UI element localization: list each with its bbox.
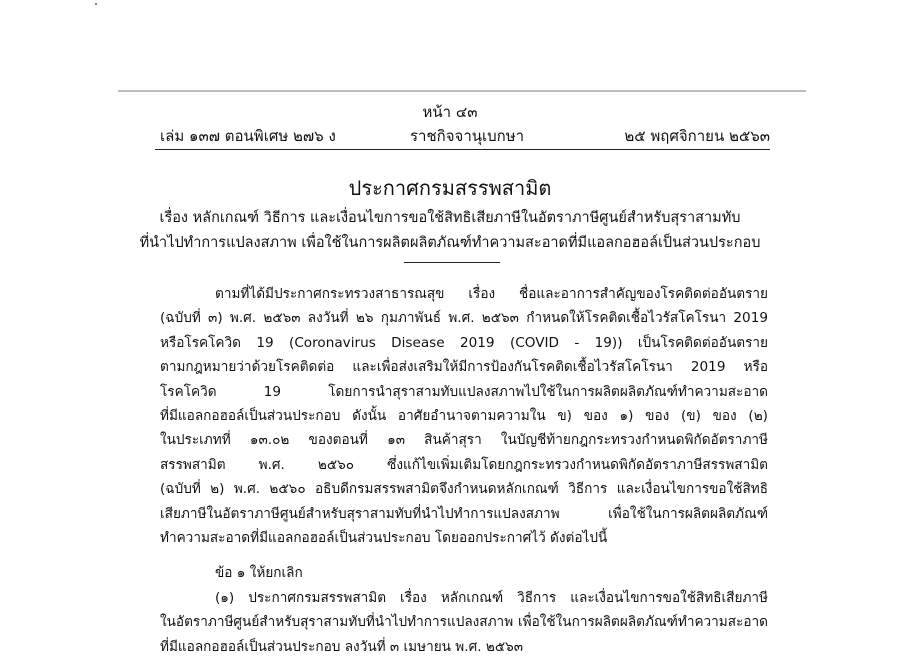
subject-line: เรื่อง หลักเกณฑ์ วิธีการ และเงื่อนไขการขอใช้สิทธิเสียภาษีในอัตราภาษีศูนย์สำหรับสุราสามทับ <box>159 210 741 226</box>
preamble-line: เสียภาษีในอัตราภาษีศูนย์สำหรับสุราสามทับที่นำไปทำการแปลงสภาพ เพื่อใช้ในการผลิตผลิตภัณฑ์ <box>160 505 768 522</box>
clause-1-item <box>160 586 768 659</box>
clause-line: (๑) ประกาศกรมสรรพสามิต เรื่อง หลักเกณฑ์ วิธีการ และเงื่อนไขการขอใช้สิทธิเสียภาษี <box>215 590 768 606</box>
subject-line: ที่นำไปทำการแปลงสภาพ เพื่อใช้ในการผลิตผลิตภัณฑ์ทำความสะอาดที่มีแอลกอฮอล์เป็นส่วนประกอบ <box>139 235 761 251</box>
title-separator <box>404 262 500 263</box>
preamble-line: สรรพสามิต พ.ศ. ๒๕๖๐ ซึ่งแก้ไขเพิ่มเติมโดยกฎกระทรวงกำหนดพิกัดอัตราภาษีสรรพสามิต <box>160 456 768 473</box>
preamble-line: ตามที่ได้มีประกาศกระทรวงสาธารณสุข เรื่อง ชื่อและอาการสำคัญของโรคติดต่ออันตราย <box>215 286 768 302</box>
preamble-line: ในประเภทที่ ๑๓.๐๒ ของตอนที่ ๑๓ สินค้าสุรา ในบัญชีท้ายกฎกระทรวงกำหนดพิกัดอัตราภาษี <box>160 432 768 449</box>
gazette-header <box>160 124 770 146</box>
preamble-line: หรือโรคโควิด 19 (Coronavirus Disease 2019 (COVID - 19)) เป็นโรคติดต่ออันตราย <box>160 334 768 351</box>
document-title: ประกาศกรมสรรพสามิต <box>348 176 552 200</box>
preamble-line: โรคโควิด 19 โดยการนำสุราสามทับแปลงสภาพไปใช้ในการผลิตผลิตภัณฑ์ทำความสะอาด <box>160 383 768 400</box>
page-number: หน้า ๔๓ <box>422 103 478 121</box>
preamble-line: (ฉบับที่ ๓) พ.ศ. ๒๕๖๓ ลงวันที่ ๒๖ กุมภาพันธ์ พ.ศ. ๒๕๖๓ กำหนดให้โรคติดเชื้อไวรัสโคโรนา 2019 <box>160 310 768 327</box>
document-subject <box>0 206 900 256</box>
preamble-line: ที่มีแอลกอฮอล์เป็นส่วนประกอบ ดังนั้น อาศัยอำนาจตามความใน ข) ของ ๑) ของ (ข) ของ (๒) <box>160 408 768 425</box>
publication-date: ๒๕ พฤศจิกายน ๒๕๖๓ <box>624 127 770 145</box>
header-rule <box>155 149 770 150</box>
preamble-line: ทำความสะอาดที่มีแอลกอฮอล์เป็นส่วนประกอบ โดยออกประกาศไว้ ดังต่อไปนี้ <box>160 530 608 547</box>
clause-line: ที่มีแอลกอฮอล์เป็นส่วนประกอบ ลงวันที่ ๓ เมษายน พ.ศ. ๒๕๖๓ <box>160 638 524 655</box>
preamble-line: ตามกฎหมายว่าด้วยโรคติดต่อ และเพื่อส่งเสริมให้มีการป้องกันโรคติดเชื้อไวรัสโคโรนา 2019 หรือ <box>160 359 768 376</box>
volume-issue: เล่ม ๑๓๗ ตอนพิเศษ ๒๗๖ ง <box>160 127 336 145</box>
clause-line: ในอัตราภาษีศูนย์สำหรับสุราสามทับที่นำไปทำการแปลงสภาพ เพื่อใช้ในการผลิตผลิตภัณฑ์ทำความสะอาด <box>160 614 768 631</box>
preamble-line: (ฉบับที่ ๒) พ.ศ. ๒๕๖๐ อธิบดีกรมสรรพสามิตจึงกำหนดหลักเกณฑ์ วิธีการ และเงื่อนไขการขอใช้สิทธิ <box>160 481 768 498</box>
clause-1-heading: ข้อ ๑ ให้ยกเลิก <box>215 565 303 581</box>
publication-name: ราชกิจจานุเบกษา <box>410 127 525 145</box>
top-rule <box>118 90 806 92</box>
preamble-paragraph <box>160 282 768 550</box>
scan-speck <box>95 3 97 5</box>
